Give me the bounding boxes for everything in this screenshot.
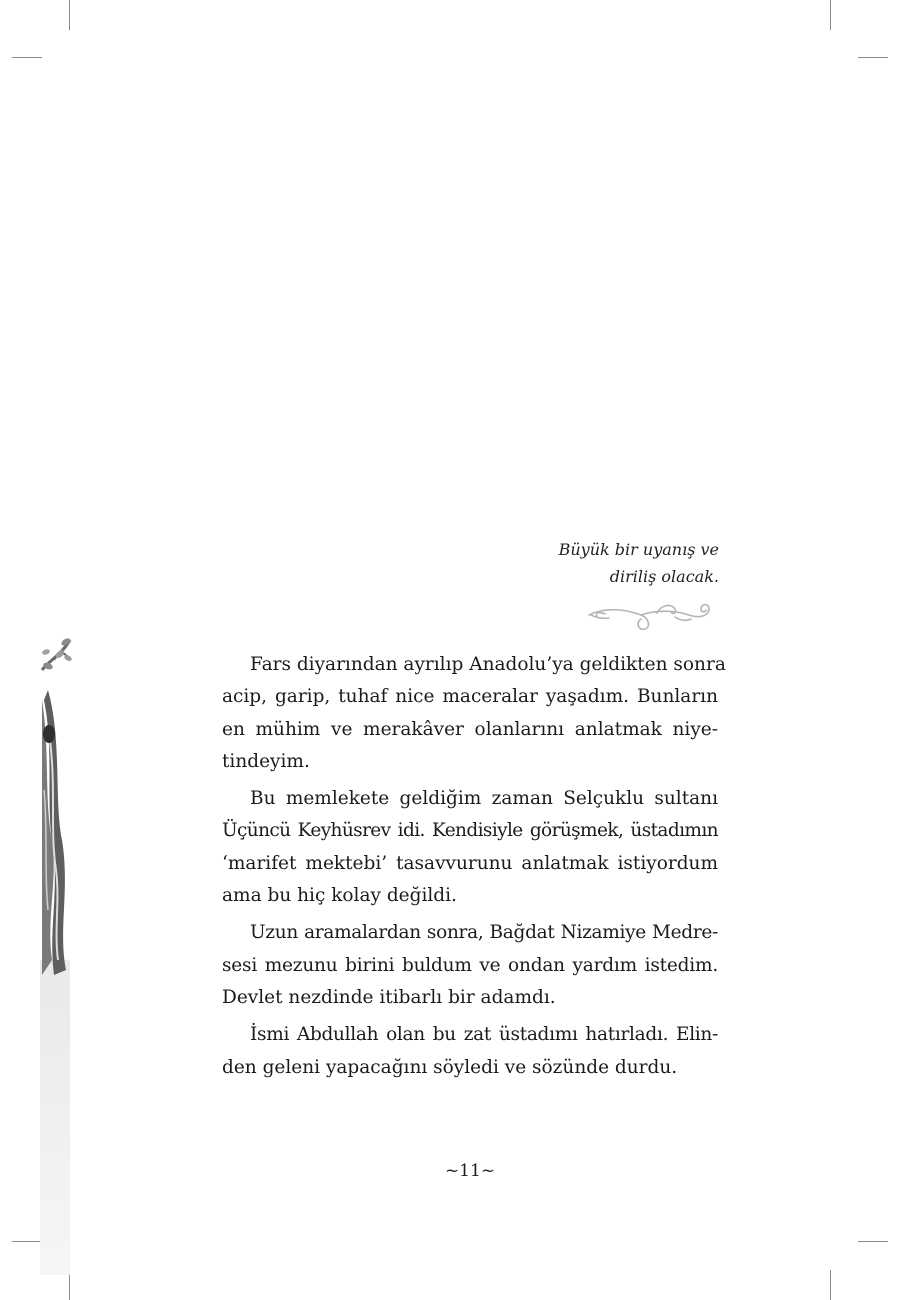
text-line: tindeyim. (222, 750, 310, 772)
text-line: Üçüncü Keyhüsrev idi. Kendisiyle görüşmek, üstadımın (222, 820, 718, 842)
paragraph-4 (222, 1019, 718, 1084)
crop-mark-top-left (69, 0, 70, 30)
text-line: den geleni yapacağını söyledi ve sözünde durdu. (222, 1056, 678, 1078)
crop-mark-bottom-right-h (858, 1241, 888, 1242)
text-line: İsmi Abdullah olan bu zat üstadımı hatırladı. Elin- (250, 1024, 718, 1046)
text-line: sesi mezunu birini buldum ve ondan yardım istedim. (222, 954, 718, 976)
text-line: Uzun aramalardan sonra, Bağdat Nizamiye Medre- (250, 922, 718, 944)
page-number: ~11~ (444, 1161, 496, 1181)
paragraph-3 (222, 917, 718, 1014)
crop-mark-top-right-h (858, 57, 888, 58)
swirl-ornament-icon (585, 597, 715, 637)
text-line: acip, garip, tuhaf nice maceralar yaşadım. Bunların (222, 686, 718, 708)
text-line: Fars diyarından ayrılıp Anadolu’ya geldikten sonra (250, 654, 726, 675)
text-line: Bu memlekete geldiğim zaman Selçuklu sultanı (250, 788, 718, 810)
text-line: ama bu hiç kolay değildi. (222, 885, 457, 907)
epigraph-line-2: diriliş olacak. (609, 567, 719, 586)
epigraph (559, 536, 719, 590)
text-line: ‘marifet mektebi’ tasavvurunu anlatmak istiyordum (222, 852, 718, 874)
crop-mark-top-right (830, 0, 831, 30)
paragraph-1 (222, 649, 726, 778)
crop-mark-bottom-left-h (12, 1241, 42, 1242)
paragraph-2 (222, 783, 718, 912)
body-text (222, 649, 726, 1089)
crop-mark-bottom-right (830, 1270, 831, 1300)
epigraph-line-1: Büyük bir uyanış ve (558, 540, 719, 559)
text-line: en mühim ve merakâver olanlarını anlatmak niye- (222, 718, 718, 740)
text-line: Devlet nezdinde itibarlı bir adamdı. (222, 986, 556, 1008)
crop-mark-top-left-h (12, 57, 42, 58)
